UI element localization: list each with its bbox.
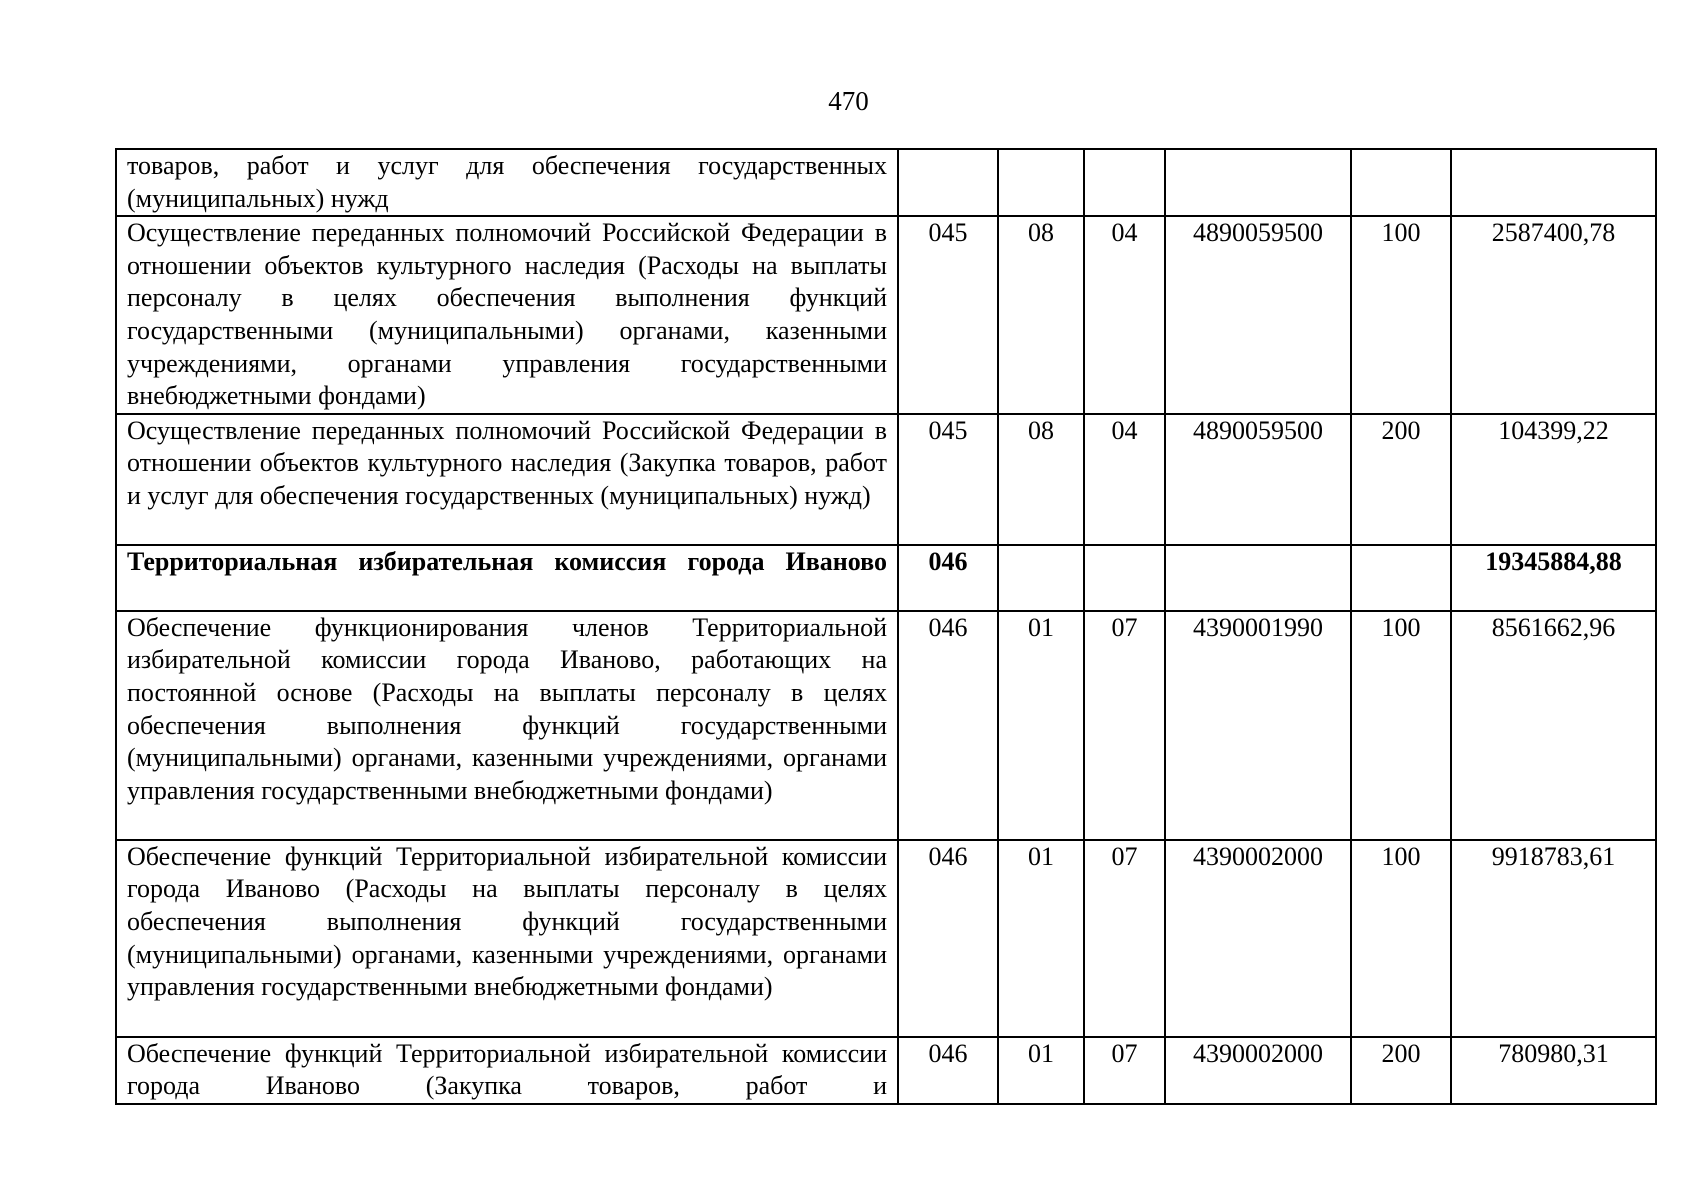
expense-type-code: 100 (1351, 216, 1451, 414)
row-description: Осуществление переданных полномочий Российской Федерации в отношении объектов культурного наследия (Закупка товаров, работ и услуг для обеспечения государственных (муниципальных) нужд) (116, 414, 898, 545)
ministry-code: 046 (898, 1037, 998, 1104)
target-article-code (1165, 545, 1351, 611)
row-description: Осуществление переданных полномочий Российской Федерации в отношении объектов культурного наследия (Расходы на выплаты персоналу в целях обеспечения выполнения функций государственными (муниципальными) органами, казенными учреждениями, органами управления государственными внебюджетными фондами) (116, 216, 898, 414)
section-code: 01 (998, 840, 1084, 1037)
target-article-code: 4390002000 (1165, 1037, 1351, 1104)
table-row-section-header (116, 545, 1656, 611)
expense-type-code: 200 (1351, 414, 1451, 545)
table-row (116, 840, 1656, 1037)
section-code: 08 (998, 414, 1084, 545)
row-description: Обеспечение функционирования членов Территориальной избирательной комиссии города Иваново, работающих на постоянной основе (Расходы на выплаты персоналу в целях обеспечения выполнения функций государственными (муниципальными) органами, казенными учреждениями, органами управления государственными внебюджетными фондами) (116, 611, 898, 840)
ministry-code: 045 (898, 414, 998, 545)
expense-type-code: 100 (1351, 840, 1451, 1037)
section-code: 01 (998, 1037, 1084, 1104)
subsection-code (1084, 149, 1165, 216)
expense-type-code: 200 (1351, 1037, 1451, 1104)
table-row (116, 216, 1656, 414)
subsection-code: 04 (1084, 414, 1165, 545)
page-number: 470 (828, 86, 869, 116)
expense-type-code: 100 (1351, 611, 1451, 840)
ministry-code: 046 (898, 545, 998, 611)
subsection-code (1084, 545, 1165, 611)
budget-table (115, 148, 1657, 1105)
ministry-code: 046 (898, 840, 998, 1037)
section-code: 01 (998, 611, 1084, 840)
subsection-code: 07 (1084, 840, 1165, 1037)
section-code (998, 545, 1084, 611)
row-description: товаров, работ и услуг для обеспечения государственных (муниципальных) нужд (116, 149, 898, 216)
ministry-code (898, 149, 998, 216)
row-description: Территориальная избирательная комиссия города Иваново (116, 545, 898, 611)
amount-value: 19345884,88 (1451, 545, 1656, 611)
target-article-code (1165, 149, 1351, 216)
table-row (116, 1037, 1656, 1104)
amount-value: 9918783,61 (1451, 840, 1656, 1037)
expense-type-code (1351, 149, 1451, 216)
section-code (998, 149, 1084, 216)
amount-value: 2587400,78 (1451, 216, 1656, 414)
ministry-code: 046 (898, 611, 998, 840)
target-article-code: 4390001990 (1165, 611, 1351, 840)
target-article-code: 4890059500 (1165, 216, 1351, 414)
subsection-code: 07 (1084, 1037, 1165, 1104)
row-description: Обеспечение функций Территориальной избирательной комиссии города Иваново (Расходы на выплаты персоналу в целях обеспечения выполнения функций государственными (муниципальными) органами, казенными учреждениями, органами управления государственными внебюджетными фондами) (116, 840, 898, 1037)
subsection-code: 04 (1084, 216, 1165, 414)
target-article-code: 4890059500 (1165, 414, 1351, 545)
amount-value (1451, 149, 1656, 216)
amount-value: 104399,22 (1451, 414, 1656, 545)
table-row (116, 414, 1656, 545)
expense-type-code (1351, 545, 1451, 611)
amount-value: 780980,31 (1451, 1037, 1656, 1104)
amount-value: 8561662,96 (1451, 611, 1656, 840)
target-article-code: 4390002000 (1165, 840, 1351, 1037)
row-description: Обеспечение функций Территориальной избирательной комиссии города Иваново (Закупка товаров, работ и (116, 1037, 898, 1104)
ministry-code: 045 (898, 216, 998, 414)
table-row (116, 149, 1656, 216)
table-row (116, 611, 1656, 840)
subsection-code: 07 (1084, 611, 1165, 840)
section-code: 08 (998, 216, 1084, 414)
